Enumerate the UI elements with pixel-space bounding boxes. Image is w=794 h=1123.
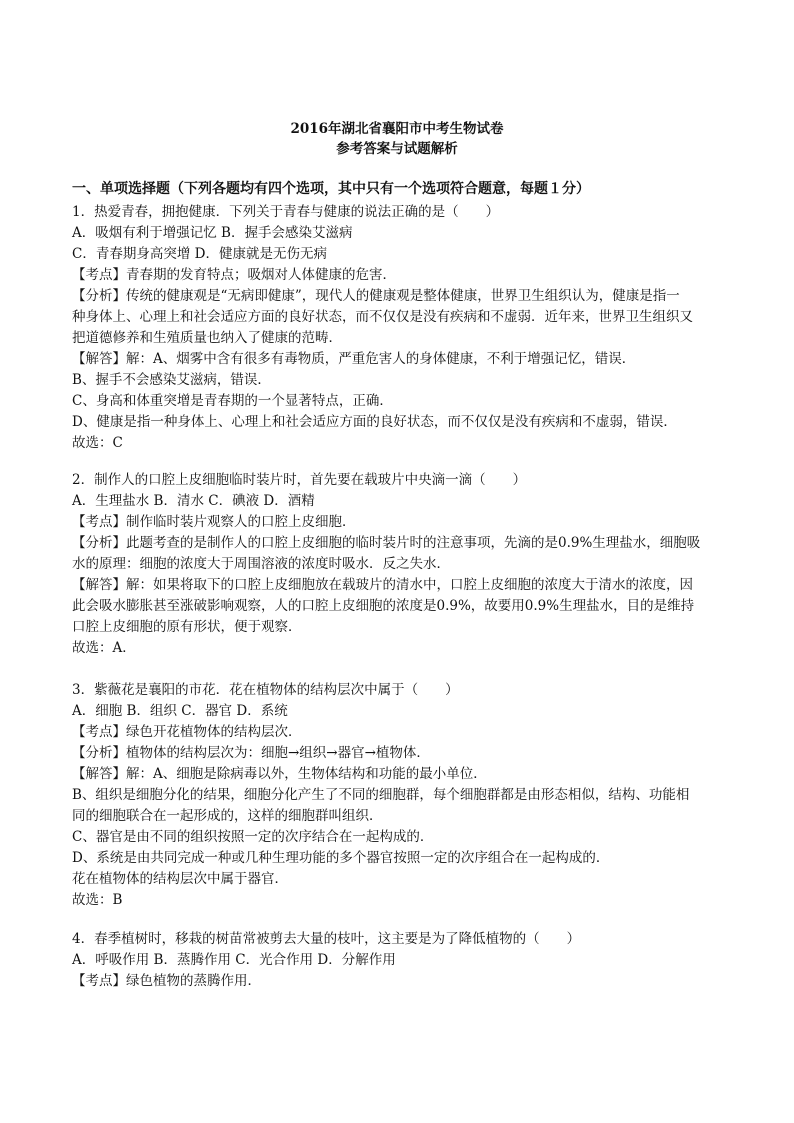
- question-2-line: 故选：A．: [72, 640, 136, 656]
- question-2-line: 【解答】解：如果将取下的口腔上皮细胞放在载玻片的清水中，口腔上皮细胞的浓度大于清水的浓度，因: [72, 577, 693, 593]
- question-2-line: A．生理盐水 B．清水 C．碘液 D．酒精: [72, 493, 315, 509]
- question-1-line: 把道德修养和生殖质量也纳入了健康的范畴．: [72, 330, 342, 346]
- question-3-line: D、系统是由共同完成一种或几种生理功能的多个器官按照一定的次序组合在一起构成的．: [72, 850, 610, 866]
- question-4-line: A．呼吸作用 B．蒸腾作用 C．光合作用 D．分解作用: [72, 952, 396, 968]
- question-3-line: 故选：B: [72, 892, 123, 908]
- question-2-line: 【考点】制作临时装片观察人的口腔上皮细胞．: [72, 514, 356, 530]
- question-1-line: D、健康是指一种身体上、心理上和社会适应方面的良好状态，而不仅仅是没有疾病和不虚弱，错误．: [72, 414, 677, 430]
- question-1-line: 【解答】解：A、烟雾中含有很多有毒物质，严重危害人的身体健康，不利于增强记忆，错误．: [72, 351, 636, 367]
- section-heading: 一、单项选择题（下列各题均有四个选项，其中只有一个选项符合题意，每题１分）: [72, 181, 590, 197]
- question-3-line: 【考点】绿色开花植物体的结构层次．: [72, 724, 302, 740]
- question-2-line: 2．制作人的口腔上皮细胞临时装片时，首先要在载玻片中央滴一滴（ ）: [72, 472, 527, 488]
- question-3-line: 3．紫薇花是襄阳的市花．花在植物体的结构层次中属于（ ）: [72, 682, 459, 698]
- question-4-line: 4．春季植树时，移栽的树苗常被剪去大量的枝叶，这主要是为了降低植物的（ ）: [72, 931, 581, 947]
- question-2-line: 【分析】此题考查的是制作人的口腔上皮细胞的临时装片时的注意事项，先滴的是0.9%生理盐水，细胞吸: [72, 535, 701, 551]
- document-title: 2016年湖北省襄阳市中考生物试卷: [290, 121, 504, 137]
- question-1-line: C．青春期身高突增 D．健康就是无伤无病: [72, 246, 327, 262]
- document-subtitle: 参考答案与试题解析: [336, 141, 458, 157]
- question-3-line: 花在植物体的结构层次中属于器官．: [72, 871, 288, 887]
- question-2-line: 口腔上皮细胞的原有形状，便于观察．: [72, 619, 302, 635]
- question-1-line: A．吸烟有利于增强记忆 B．握手会感染艾滋病: [72, 225, 353, 241]
- question-3-line: 同的细胞联合在一起形成的，这样的细胞群叫组织．: [72, 808, 383, 824]
- question-3-line: C、器官是由不同的组织按照一定的次序结合在一起构成的．: [72, 829, 434, 845]
- question-2-line: 此会吸水膨胀甚至涨破影响观察，人的口腔上皮细胞的浓度是0.9%，故要用0.9%生理盐水，目的是维持: [72, 598, 695, 614]
- question-1-line: B、握手不会感染艾滋病，错误．: [72, 372, 271, 388]
- question-3-line: 【分析】植物体的结构层次为：细胞→组织→器官→植物体．: [72, 745, 430, 761]
- question-1-line: C、身高和体重突增是青春期的一个显著特点，正确．: [72, 393, 393, 409]
- question-3-line: B、组织是细胞分化的结果，细胞分化产生了不同的细胞群，每个细胞群都是由形态相似，结构、功能相: [72, 787, 690, 803]
- question-3-line: A．细胞 B．组织 C．器官 D．系统: [72, 703, 288, 719]
- question-1-line: 【考点】青春期的发育特点；吸烟对人体健康的危害．: [72, 267, 396, 283]
- question-1-line: 种身体上、心理上和社会适应方面的良好状态，而不仅仅是没有疾病和不虚弱．近年来，世界卫生组织又: [72, 309, 693, 325]
- question-1-line: 故选：C: [72, 435, 123, 451]
- question-2-line: 水的原理：细胞的浓度大于周围溶液的浓度时吸水．反之失水．: [72, 556, 450, 572]
- question-1-line: 1．热爱青春，拥抱健康．下列关于青春与健康的说法正确的是（ ）: [72, 204, 500, 220]
- question-4-line: 【考点】绿色植物的蒸腾作用．: [72, 973, 261, 989]
- question-1-line: 【分析】传统的健康观是“无病即健康”，现代人的健康观是整体健康，世界卫生组织认为，健康是指一: [72, 288, 680, 304]
- question-3-line: 【解答】解：A、细胞是除病毒以外，生物体结构和功能的最小单位．: [72, 766, 487, 782]
